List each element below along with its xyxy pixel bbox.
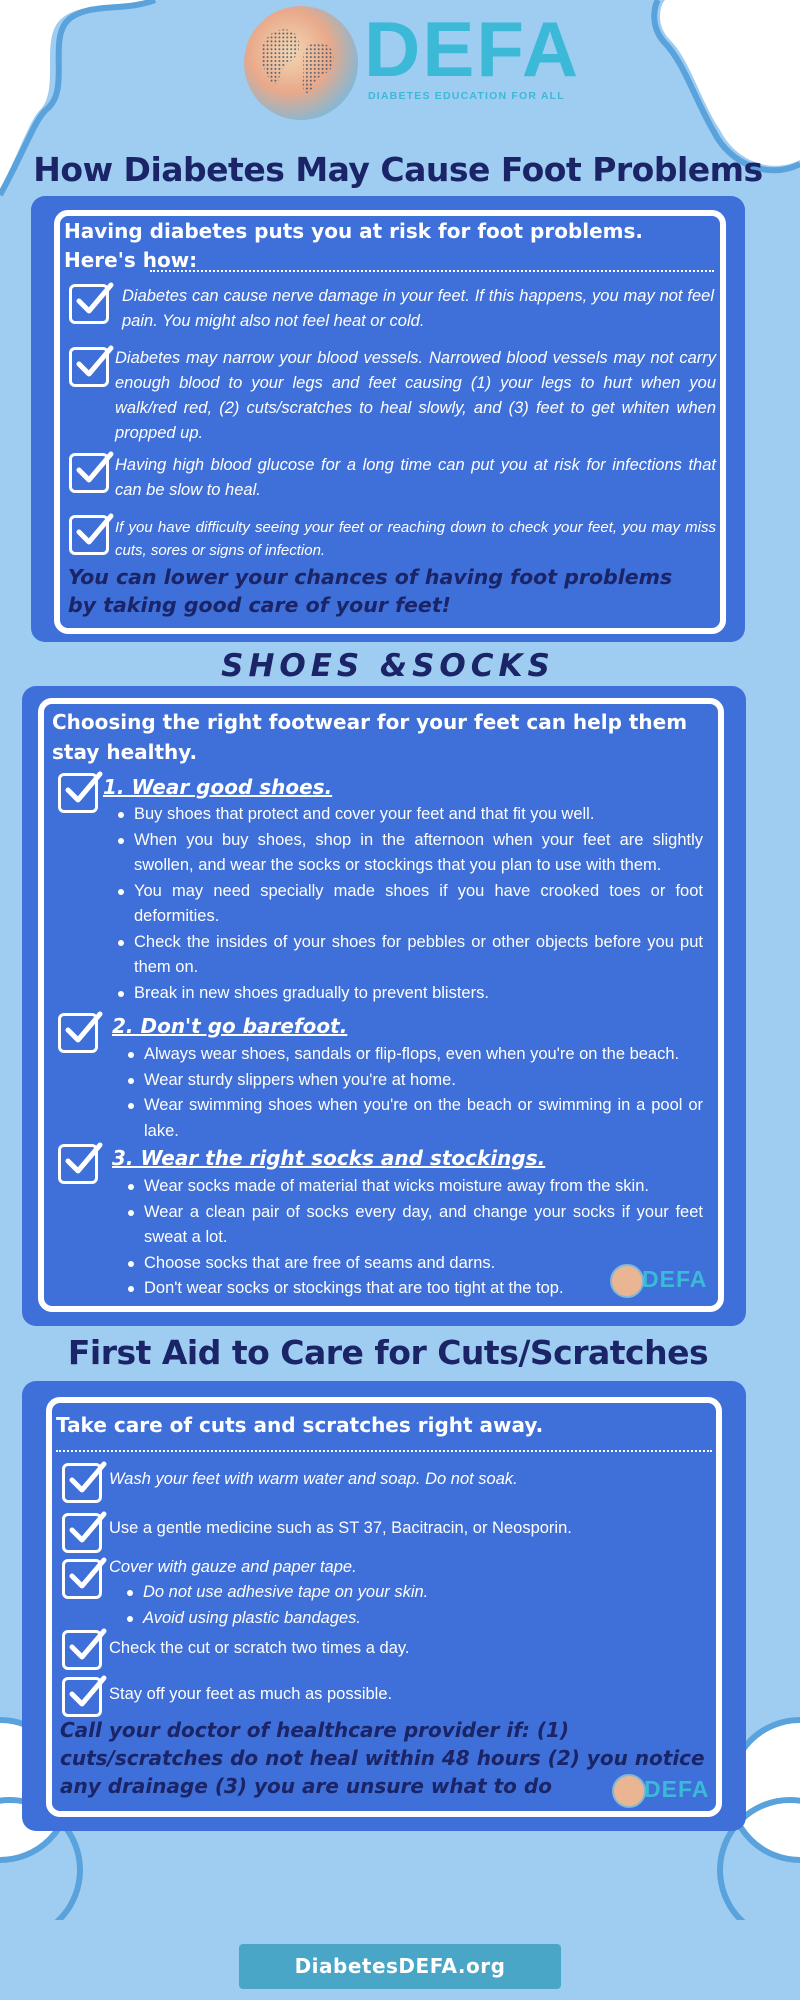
shoes-group-heading-3: 3. Wear the right socks and stockings. bbox=[112, 1146, 546, 1170]
checkbox-icon bbox=[62, 1630, 102, 1670]
section2-title: SHOES &SOCKS bbox=[221, 648, 555, 684]
first-aid-step-wash: Wash your feet with warm water and soap. Do not soak. bbox=[109, 1470, 518, 1488]
list-item: Wear socks made of material that wicks moisture away from the skin. bbox=[126, 1174, 703, 1200]
section3-closing: Call your doctor of healthcare provider if: (1) cuts/scratches do not heal within 48 hours (2) you notice any drainage (3) you are unsure what to do bbox=[60, 1718, 705, 1798]
list-item: Choose socks that are free of seams and darns. bbox=[126, 1251, 703, 1277]
checkbox-icon bbox=[69, 284, 109, 324]
risk-item-high-glucose: Having high blood glucose for a long time can put you at risk for infections that can be slow to heal. bbox=[115, 456, 716, 499]
dotted-divider bbox=[150, 270, 714, 272]
list-item: Do not use adhesive tape on your skin. bbox=[125, 1580, 685, 1606]
list-item: Break in new shoes gradually to prevent blisters. bbox=[116, 981, 703, 1007]
first-aid-step-check: Check the cut or scratch two times a day. bbox=[109, 1639, 410, 1657]
risk-item-vision: If you have difficulty seeing your feet or reaching down to check your feet, you may miss cuts, sores or signs of infection. bbox=[115, 519, 716, 559]
risk-item-blood-vessels: Diabetes may narrow your blood vessels. Narrowed blood vessels may not carry enough blood to your legs and feet causing (1) your legs to hurt when you walk/red red, (2) cuts/scratches to heal slowly, and (3) feet to get whiten when propped up. bbox=[115, 349, 716, 442]
section1-title: How Diabetes May Cause Foot Problems bbox=[33, 150, 763, 189]
checkbox-icon bbox=[62, 1559, 102, 1599]
globe-icon bbox=[612, 1774, 646, 1808]
list-item: Wear a clean pair of socks every day, and change your socks if your feet sweat a lot. bbox=[126, 1200, 703, 1251]
list-item: Wear sturdy slippers when you're at home. bbox=[126, 1068, 703, 1094]
defa-mini-logo bbox=[612, 1774, 716, 1810]
mini-brand-name: DEFA bbox=[644, 1776, 710, 1802]
first-aid-cover-sublist bbox=[125, 1580, 685, 1631]
globe-icon bbox=[242, 4, 360, 122]
checkbox-icon bbox=[58, 773, 98, 813]
globe-icon bbox=[610, 1264, 644, 1298]
section1-closing: You can lower your chances of having foot problems by taking good care of your feet! bbox=[68, 565, 673, 617]
first-aid-step-medicine: Use a gentle medicine such as ST 37, Bacitracin, or Neosporin. bbox=[109, 1519, 572, 1537]
section1-intro-line1: Having diabetes puts you at risk for foot problems. bbox=[64, 219, 644, 243]
shoes-group-heading-1: 1. Wear good shoes. bbox=[103, 775, 333, 799]
list-item: Don't wear socks or stockings that are too tight at the top. bbox=[126, 1276, 703, 1302]
risk-item-nerve-damage: Diabetes can cause nerve damage in your feet. If this happens, you may not feel pain. You might also not feel heat or cold. bbox=[122, 287, 714, 330]
section3-title: First Aid to Care for Cuts/Scratches bbox=[67, 1333, 709, 1372]
brand-tagline: DIABETES EDUCATION FOR ALL bbox=[368, 90, 565, 102]
checkbox-icon bbox=[62, 1677, 102, 1717]
list-item: Check the insides of your shoes for pebbles or other objects before you put them on. bbox=[116, 930, 703, 981]
list-item: You may need specially made shoes if you have crooked toes or foot deformities. bbox=[116, 879, 703, 930]
checkbox-icon bbox=[58, 1144, 98, 1184]
first-aid-step-rest: Stay off your feet as much as possible. bbox=[109, 1685, 393, 1703]
defa-mini-logo bbox=[610, 1264, 714, 1300]
list-item: Wear swimming shoes when you're on the beach or swimming in a pool or lake. bbox=[126, 1093, 703, 1144]
list-item: Buy shoes that protect and cover your feet and that fit you well. bbox=[116, 802, 703, 828]
list-item: Avoid using plastic bandages. bbox=[125, 1606, 685, 1632]
checkbox-icon bbox=[69, 453, 109, 493]
brand-name: DEFA bbox=[364, 5, 581, 93]
section3-intro: Take care of cuts and scratches right away. bbox=[56, 1413, 544, 1437]
checkbox-icon bbox=[69, 347, 109, 387]
dotted-divider bbox=[56, 1450, 712, 1452]
list-item: When you buy shoes, shop in the afternoon when your feet are slightly swollen, and wear the socks or stockings that you plan to use with them. bbox=[116, 828, 703, 879]
website-link-button[interactable]: DiabetesDEFA.org bbox=[239, 1944, 561, 1989]
shoes-group-2-list bbox=[126, 1042, 703, 1144]
checkbox-icon bbox=[69, 515, 109, 555]
first-aid-step-cover: Cover with gauze and paper tape. bbox=[109, 1558, 357, 1576]
section1-intro-line2: Here's how: bbox=[64, 248, 198, 272]
shoes-group-1-list bbox=[116, 802, 703, 1006]
checkbox-icon bbox=[62, 1463, 102, 1503]
mini-brand-name: DEFA bbox=[642, 1266, 708, 1292]
checkbox-icon bbox=[62, 1513, 102, 1553]
defa-logo bbox=[242, 4, 582, 124]
shoes-group-heading-2: 2. Don't go barefoot. bbox=[112, 1014, 348, 1038]
section2-intro: Choosing the right footwear for your feet can help them stay healthy. bbox=[52, 710, 688, 764]
checkbox-icon bbox=[58, 1013, 98, 1053]
list-item: Always wear shoes, sandals or flip-flops, even when you're on the beach. bbox=[126, 1042, 703, 1068]
